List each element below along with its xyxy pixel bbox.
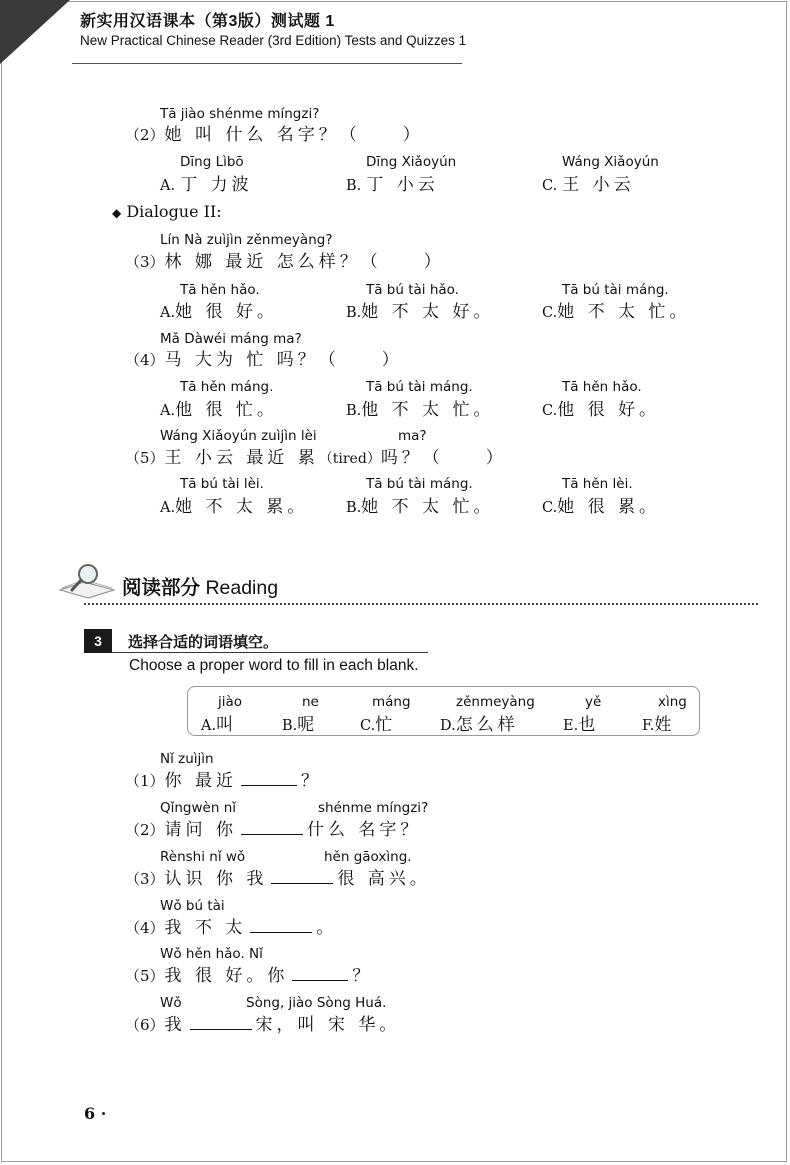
q2-option-a-pinyin: Dīng Lìbō xyxy=(180,154,244,170)
q4-option-b-pinyin: Tā bú tài máng. xyxy=(366,379,473,395)
header-rule xyxy=(72,63,462,64)
q4-option-a: A.他 很 忙。 xyxy=(160,400,278,420)
word-c: C.忙 xyxy=(360,715,397,735)
q2-number: （2） xyxy=(125,126,165,144)
q3-pinyin: Lín Nà zuìjìn zěnmeyàng? xyxy=(160,232,333,248)
header-title-cn: 新实用汉语课本（第3版）测试题 1 xyxy=(80,13,335,30)
word-f: F.姓 xyxy=(642,715,676,735)
q2-option-c-pinyin: Wáng Xiǎoyún xyxy=(562,154,659,170)
q5-option-c: C.她 很 累。 xyxy=(542,497,660,517)
q3-option-a-pinyin: Tā hěn hǎo. xyxy=(180,282,260,298)
fill-blank[interactable] xyxy=(241,820,303,835)
item2: （2）请问 你 什么 名字？ xyxy=(125,820,422,840)
q4-option-c-pinyin: Tā hěn hǎo. xyxy=(562,379,642,395)
q5-pinyin: Wáng Xiǎoyún zuìjìn lèi xyxy=(160,428,317,444)
q4-option-a-pinyin: Tā hěn máng. xyxy=(180,379,274,395)
fill-blank[interactable] xyxy=(190,1015,252,1030)
word-b: B.呢 xyxy=(282,715,319,735)
magnifier-book-icon xyxy=(58,560,118,600)
q2-option-b: B. 丁 小云 xyxy=(346,175,439,195)
q5-option-a-pinyin: Tā bú tài lèi. xyxy=(180,476,264,492)
q2-text: 她 叫 什么 名字？（ ） xyxy=(164,125,424,145)
section-divider xyxy=(84,603,758,605)
word-d: D.怎么样 xyxy=(440,715,519,735)
q5-question: （5）王 小云 最近 累（tired）吗？（ ） xyxy=(125,448,507,468)
header-title-en: New Practical Chinese Reader (3rd Edition) Tests and Quizzes 1 xyxy=(80,33,467,48)
q5-option-a: A.她 不 太 累。 xyxy=(160,497,309,517)
q3-option-b: B.她 不 太 好。 xyxy=(346,302,495,322)
q5-option-c-pinyin: Tā hěn lèi. xyxy=(562,476,633,492)
item6-pinyin: Wǒ xyxy=(160,995,182,1011)
item3-pinyin-b: hěn gāoxìng. xyxy=(324,849,412,865)
q2-option-c: C. 王 小云 xyxy=(542,175,635,195)
item2-pinyin-b: shénme míngzi? xyxy=(318,800,429,816)
fill-blank[interactable] xyxy=(241,771,297,786)
q3-option-c-pinyin: Tā bú tài máng. xyxy=(562,282,669,298)
item5: （5）我 很 好。你 ？ xyxy=(125,966,374,986)
exercise-instruction: Choose a proper word to fill in each blank. xyxy=(129,657,419,674)
word-b-pinyin: ne xyxy=(302,694,319,710)
word-d-pinyin: zěnmeyàng xyxy=(456,694,535,710)
q4-option-b: B.他 不 太 忙。 xyxy=(346,400,495,420)
q3-option-b-pinyin: Tā bú tài hǎo. xyxy=(366,282,459,298)
q2-option-b-pinyin: Dīng Xiǎoyún xyxy=(366,154,457,170)
q3-question: （3）林 娜 最近 怎么样？（ ） xyxy=(125,252,445,272)
q2-question xyxy=(125,120,424,145)
q3-option-c: C.她 不 太 忙。 xyxy=(542,302,691,322)
q5-option-b: B.她 不 太 忙。 xyxy=(346,497,495,517)
fill-blank[interactable] xyxy=(271,869,333,884)
q4-option-c: C.他 很 好。 xyxy=(542,400,660,420)
item1-pinyin: Nǐ zuìjìn xyxy=(160,751,214,767)
reading-section-title: 阅读部分 Reading xyxy=(122,577,279,599)
item5-pinyin: Wǒ hěn hǎo. Nǐ xyxy=(160,946,263,962)
q4-question: （4）马 大为 忙 吗？（ ） xyxy=(125,350,403,370)
page-number: 6 · xyxy=(84,1104,107,1123)
item1: （1）你 最近 ？ xyxy=(125,771,322,791)
word-a-pinyin: jiào xyxy=(218,694,243,710)
item2-pinyin: Qǐngwèn nǐ xyxy=(160,800,237,816)
exercise-number-badge: 3 xyxy=(84,629,112,653)
page-header xyxy=(80,8,466,48)
item3-pinyin: Rènshi nǐ wǒ xyxy=(160,849,246,865)
fill-blank[interactable] xyxy=(292,966,348,981)
q5-option-b-pinyin: Tā bú tài máng. xyxy=(366,476,473,492)
word-f-pinyin: xìng xyxy=(658,694,687,710)
q5-tired-gloss: tired xyxy=(332,451,367,467)
item6: （6）我 宋，叫 宋 华。 xyxy=(125,1015,401,1035)
q3-option-a: A.她 很 好。 xyxy=(160,302,278,322)
q2-option-a: A. 丁 力波 xyxy=(160,175,253,195)
word-e-pinyin: yě xyxy=(585,694,602,710)
item4: （4）我 不 太 。 xyxy=(125,918,338,938)
dialogue-label: ◆ Dialogue II: xyxy=(112,202,222,221)
word-e: E.也 xyxy=(563,715,600,735)
word-a: A.叫 xyxy=(201,715,238,735)
item3: （3）认识 你 我 很 高兴。 xyxy=(125,869,431,889)
q2-pinyin: Tā jiào shénme míngzi? xyxy=(160,106,320,122)
word-c-pinyin: máng xyxy=(372,694,411,710)
q4-pinyin: Mǎ Dàwéi máng ma? xyxy=(160,331,302,347)
fill-blank[interactable] xyxy=(250,918,312,933)
diamond-bullet-icon: ◆ xyxy=(112,206,122,220)
corner-decoration xyxy=(0,0,70,64)
exercise-title: 选择合适的词语填空。 xyxy=(128,634,279,651)
item6-pinyin-b: Sòng, jiào Sòng Huá. xyxy=(246,995,387,1011)
item4-pinyin: Wǒ bú tài xyxy=(160,898,225,914)
exercise-title-rule xyxy=(112,652,428,653)
q5-pinyin-ma: ma? xyxy=(398,428,427,444)
